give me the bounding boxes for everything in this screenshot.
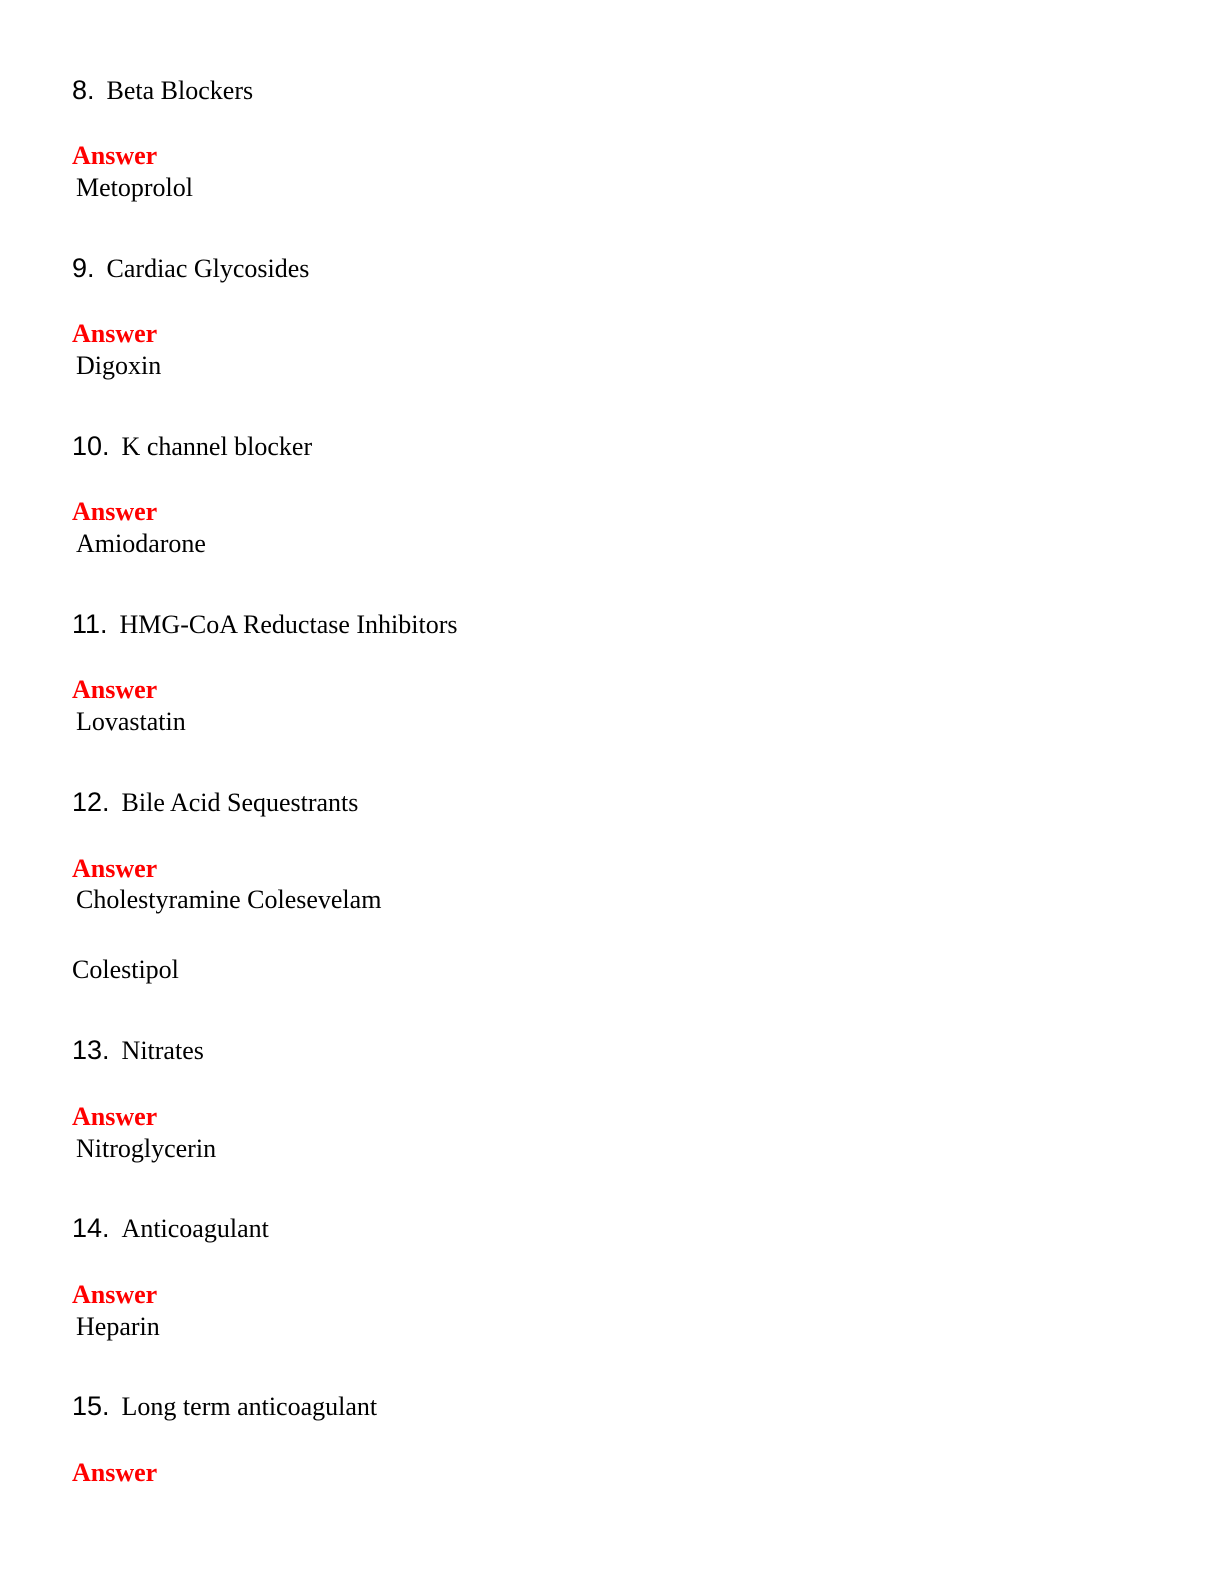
question-number: 12. [72, 787, 110, 817]
question-number: 15. [72, 1391, 110, 1421]
question-number: 14. [72, 1213, 110, 1243]
answer-label: Answer [72, 1102, 158, 1131]
question-item [72, 77, 253, 104]
question-item [72, 611, 458, 638]
answer-label: Answer [72, 497, 158, 526]
answer-label: Answer [72, 141, 158, 170]
question-text: HMG-CoA Reductase Inhibitors [119, 610, 458, 639]
answer-text-extra: Colestipol [72, 955, 179, 984]
question-item [72, 1215, 269, 1242]
question-text: Anticoagulant [121, 1214, 269, 1243]
question-text: Long term anticoagulant [121, 1392, 378, 1421]
question-item [72, 255, 309, 282]
answer-label: Answer [72, 319, 158, 348]
question-item [72, 433, 312, 460]
answer-label: Answer [72, 1280, 158, 1309]
answer-label: Answer [72, 675, 158, 704]
answer-text: Cholestyramine Colesevelam [76, 885, 382, 914]
question-text: Cardiac Glycosides [106, 254, 310, 283]
question-number: 13. [72, 1035, 110, 1065]
question-text: Nitrates [121, 1036, 204, 1065]
answer-label: Answer [72, 854, 158, 883]
answer-text: Digoxin [76, 351, 162, 380]
answer-text: Heparin [76, 1312, 160, 1341]
question-number: 8. [72, 75, 95, 105]
answer-label: Answer [72, 1458, 158, 1487]
question-item [72, 1037, 204, 1064]
answer-text: Metoprolol [76, 173, 193, 202]
answer-text: Lovastatin [76, 707, 186, 736]
question-text: Beta Blockers [106, 76, 254, 105]
question-text: K channel blocker [121, 432, 313, 461]
question-item [72, 789, 358, 816]
answer-text: Nitroglycerin [76, 1134, 217, 1163]
answer-text: Amiodarone [76, 529, 206, 558]
question-number: 10. [72, 431, 110, 461]
question-number: 11. [72, 609, 108, 639]
question-number: 9. [72, 253, 95, 283]
question-text: Bile Acid Sequestrants [121, 788, 359, 817]
question-item [72, 1393, 377, 1420]
